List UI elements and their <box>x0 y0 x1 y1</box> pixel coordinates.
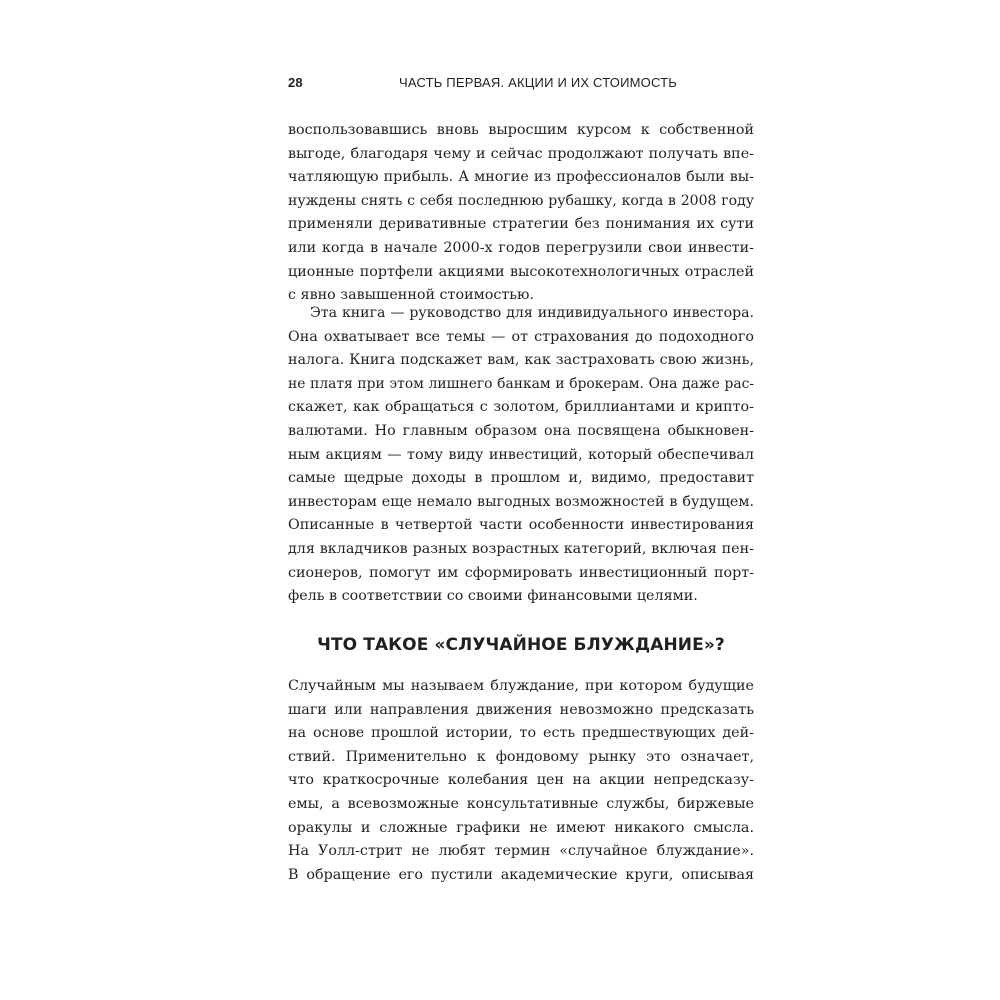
text-line: для вкладчиков разных возрастных категорий, включая пен- <box>288 540 754 557</box>
text-line: инвесторам еще немало выгодных возможностей в будущем. <box>288 493 754 510</box>
text-line: чатляющую прибыль. А многие из профессионалов были вы- <box>288 169 754 186</box>
text-line: В обращение его пустили академические круги, описывая <box>288 866 754 883</box>
text-line: сионеров, помогут им сформировать инвестиционный порт- <box>288 564 754 581</box>
section-heading: ЧТО ТАКОЕ «СЛУЧАЙНОЕ БЛУЖДАНИЕ»? <box>317 635 725 655</box>
text-line: скажет, как обращаться с золотом, бриллиантами и крипто- <box>288 399 754 416</box>
text-line: что краткосрочные колебания цен на акции непредсказу- <box>288 772 754 789</box>
text-line: Она охватывает все темы — от страхования до подоходного <box>288 328 754 345</box>
paragraph-2 <box>288 302 754 609</box>
text-line: воспользовавшись вновь выросшим курсом к собственной <box>288 122 754 138</box>
paragraph-3 <box>288 675 754 887</box>
page-number: 28 <box>288 75 303 90</box>
text-line: ционные портфели акциями высокотехнологичных отраслей <box>288 263 754 280</box>
text-line: Эта книга — руководство для индивидуального инвестора. <box>310 305 754 321</box>
text-line: шаги или направления движения невозможно предсказать <box>288 701 754 718</box>
text-line: На Уолл-стрит не любят термин «случайное блуждание». <box>288 843 754 860</box>
text-line: не платя при этом лишнего банкам и брокерам. Она даже рас- <box>288 375 754 392</box>
text-line: или когда в начале 2000-х годов перегрузили свои инвести- <box>288 239 754 256</box>
running-title: ЧАСТЬ ПЕРВАЯ. АКЦИИ И ИХ СТОИМОСТЬ <box>399 75 677 90</box>
running-head <box>288 75 754 95</box>
text-line: оракулы и сложные графики не имеют никакого смысла. <box>288 819 754 836</box>
text-line: ствий. Применительно к фондовому рынку это означает, <box>288 748 754 765</box>
text-line: Описанные в четвертой части особенности инвестирования <box>288 517 754 534</box>
paragraph-1 <box>288 119 754 308</box>
text-line: применяли деривативные стратегии без понимания их сути <box>288 216 754 233</box>
text-line: нуждены снять с себя последнюю рубашку, когда в 2008 году <box>288 192 754 209</box>
text-line: емы, а всевозможные консультативные службы, биржевые <box>288 795 754 812</box>
text-line: ным акциям — тому виду инвестиций, который обеспечивал <box>288 446 754 463</box>
text-line: валютами. Но главным образом она посвящена обыкновен- <box>288 422 754 439</box>
text-line: на основе прошлой истории, то есть предшествующих дей- <box>288 725 754 742</box>
text-line: налога. Книга подскажет вам, как застраховать свою жизнь, <box>288 352 754 369</box>
text-line: фель в соответствии со своими финансовыми целями. <box>288 588 698 605</box>
text-line: с явно завышенной стоимостью. <box>288 287 535 304</box>
text-line: Случайным мы называем блуждание, при котором будущие <box>288 678 754 694</box>
text-line: выгоде, благодаря чему и сейчас продолжают получать впе- <box>288 145 754 162</box>
text-line: самые щедрые доходы в прошлом и, видимо, предоставит <box>288 470 754 487</box>
